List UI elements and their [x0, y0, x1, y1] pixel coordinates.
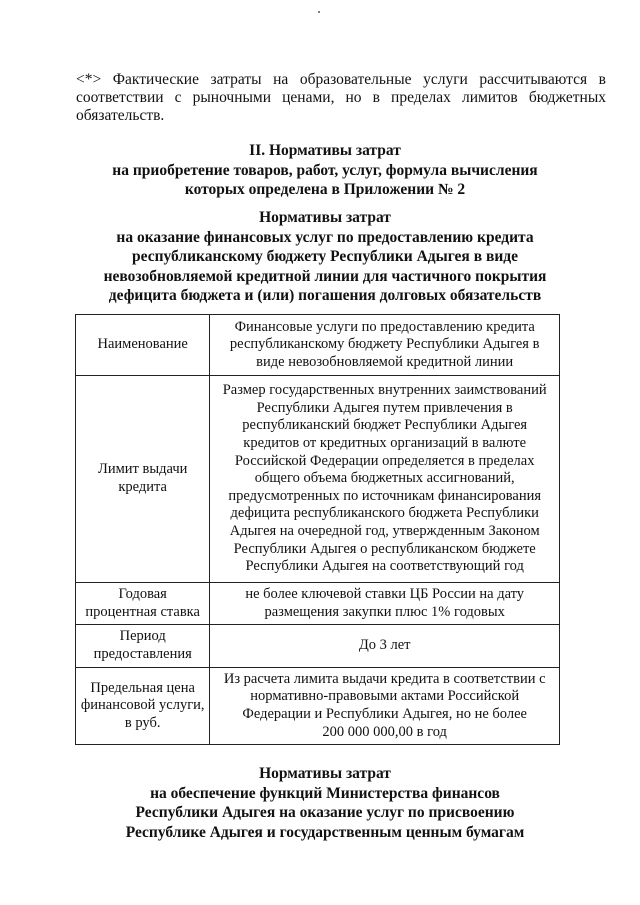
cell-text: Лимит выдачи	[98, 461, 188, 478]
cell-text: Период	[119, 628, 166, 645]
ministry-heading-line: на обеспечение функций Министерства финансов	[150, 784, 500, 802]
row-value-cell	[210, 376, 560, 583]
ministry-heading-line: Республики Адыгея на оказание услуг по присвоению	[135, 804, 515, 821]
cell-text: Республики Адыгея о республиканском бюджете	[233, 540, 536, 557]
cell-text: республиканский бюджет Республики Адыгея	[242, 417, 528, 434]
section-heading-line: II. Нормативы затрат	[249, 142, 401, 159]
cell-text: Предельная цена	[90, 679, 195, 696]
row-value-cell	[210, 315, 560, 376]
row-value-cell	[210, 668, 560, 745]
credit-norms-table	[75, 314, 560, 745]
ministry-norms-heading	[60, 764, 590, 842]
ministry-heading-line: Республике Адыгея и государственным ценным бумагам	[125, 823, 525, 841]
section-heading	[60, 141, 590, 200]
table-row	[76, 376, 560, 583]
cell-text: процентная ставка	[85, 603, 200, 620]
cell-text: предоставления	[93, 646, 192, 662]
row-value-cell	[210, 583, 560, 625]
cell-text: финансовой услуги,	[80, 697, 205, 714]
cell-text: Адыгея на очередной год, утвержденным Законом	[229, 522, 540, 539]
credit-heading-line: дефицита бюджета и (или) погашения долговых обязательств	[108, 287, 542, 304]
cell-text: нормативно-правовыми актами Российской	[250, 688, 520, 705]
credit-heading-line: Нормативы затрат	[259, 209, 391, 226]
row-value-cell	[210, 625, 560, 668]
credit-heading-line: республиканскому бюджету Республики Адыгея в виде	[132, 248, 518, 265]
cell-text: До 3 лет	[358, 637, 411, 654]
cell-text: не более ключевой ставки ЦБ России на дату	[245, 585, 525, 602]
cell-text: Российской Федерации определяется в пределах	[234, 452, 535, 469]
cell-text: общего объема бюджетных ассигнований,	[254, 470, 515, 487]
cell-text: дефицита республиканского бюджета Республики	[230, 505, 539, 522]
credit-norms-heading	[60, 208, 590, 306]
cell-text: Федерации и Республики Адыгея, но не более	[242, 706, 527, 722]
section-heading-line: которых определена в Приложении № 2	[184, 181, 466, 198]
scan-speck	[318, 11, 320, 13]
cell-text: Республики Адыгея на соответствующий год	[245, 558, 524, 575]
table-row	[76, 668, 560, 745]
cell-text: республиканскому бюджету Республики Адыгея в	[229, 336, 540, 353]
table-row	[76, 583, 560, 625]
cell-text: Республики Адыгея путем привлечения в	[256, 399, 513, 416]
row-name-cell	[76, 625, 210, 668]
cell-text: предусмотренных по источникам финансирования	[228, 487, 542, 504]
cell-text: виде невозобновляемой кредитной линии	[256, 353, 514, 370]
cell-text: Финансовые услуги по предоставлению кредита	[234, 318, 535, 335]
cell-text: кредитов от кредитных организаций в валюте	[243, 435, 527, 452]
cell-text: Наименование	[97, 336, 188, 353]
cell-text: Размер государственных внутренних заимствований	[222, 382, 547, 399]
table-row	[76, 315, 560, 376]
row-name-cell	[76, 315, 210, 376]
footnote-text: <*> Фактические затраты на образовательные услуги рассчитываются в соответствии с рыночными ценами, но в пределах лимитов бюджетных обязательств.	[76, 71, 606, 124]
cell-text: Из расчета лимита выдачи кредита в соответствии с	[223, 670, 546, 687]
cell-text: кредита	[118, 479, 167, 495]
cell-text: Годовая	[118, 585, 167, 602]
cell-text: размещения закупки плюс 1% годовых	[264, 603, 505, 620]
section-heading-line: на приобретение товаров, работ, услуг, формула вычисления	[112, 161, 538, 179]
ministry-heading-line: Нормативы затрат	[259, 765, 391, 782]
row-name-cell	[76, 583, 210, 625]
credit-heading-line: невозобновляемой кредитной линии для частичного покрытия	[103, 267, 547, 285]
cell-text: 200 000 000,00 в год	[322, 723, 447, 740]
table-row	[76, 625, 560, 668]
row-name-cell	[76, 668, 210, 745]
cell-text: в руб.	[124, 714, 161, 731]
row-name-cell	[76, 376, 210, 583]
credit-heading-line: на оказание финансовых услуг по предоставлению кредита	[116, 228, 534, 246]
